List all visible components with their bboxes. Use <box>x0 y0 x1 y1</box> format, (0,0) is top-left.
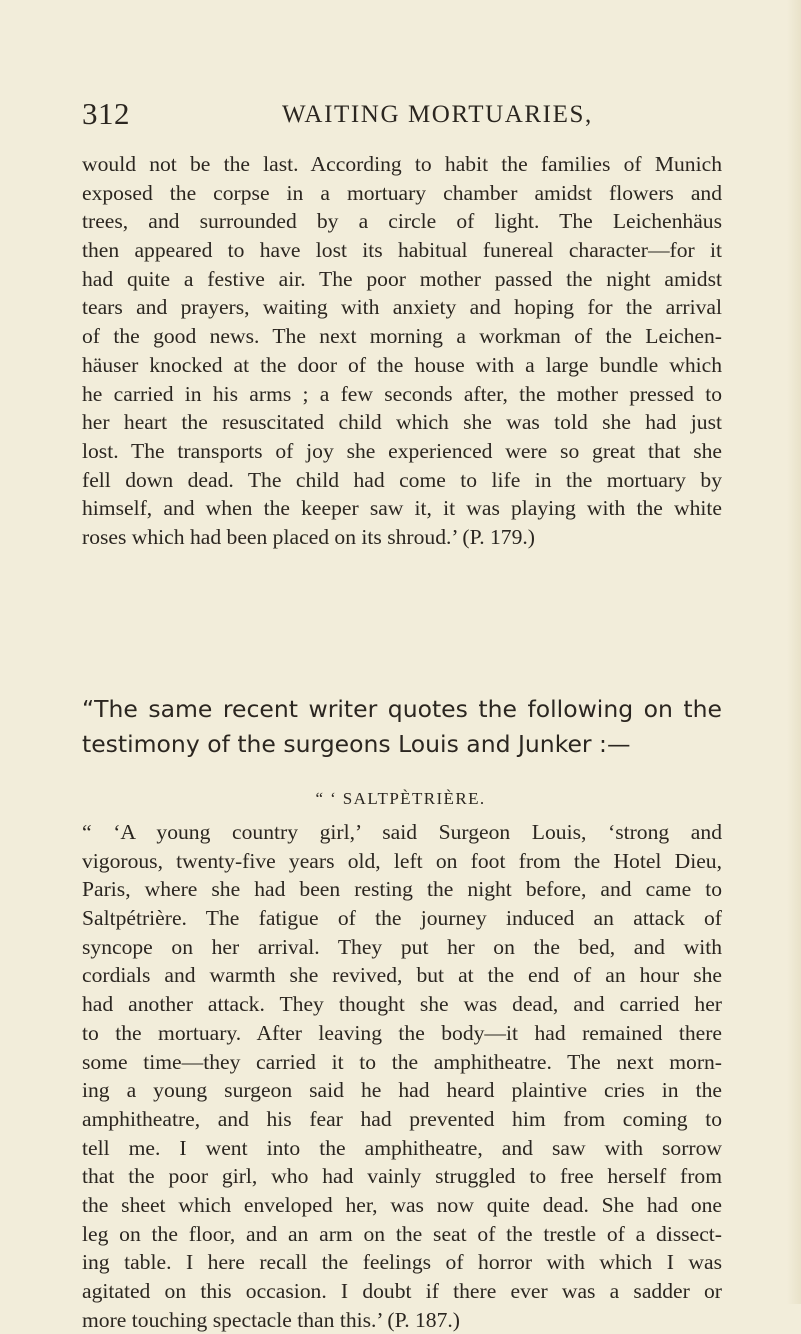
paragraph-mortuary-munich <box>82 150 722 552</box>
text-line: cordials and warmth she revived, but at the end of an hour she <box>82 963 722 988</box>
text-line: of the good news. The next morning a workman of the Leichen- <box>82 324 722 349</box>
paragraph-surgeons-intro <box>82 692 722 762</box>
text-line: fell down dead. The child had come to life in the mortuary by <box>82 467 722 492</box>
text-line: more touching spectacle than this.’ (P. 187.) <box>82 1307 460 1332</box>
running-title: WAITING MORTUARIES, <box>282 101 593 128</box>
text-line: ing table. I here recall the feelings of horror with which I was <box>82 1250 722 1275</box>
text-line: roses which had been placed on its shroud.’ (P. 179.) <box>82 524 535 549</box>
text-line: tell me. I went into the amphitheatre, and saw with sorrow <box>82 1135 722 1160</box>
text-line: himself, and when the keeper saw it, it was playing with the white <box>82 496 722 521</box>
text-line: then appeared to have lost its habitual funereal character—for it <box>82 238 722 263</box>
text-line: ing a young surgeon said he had heard plaintive cries in the <box>82 1078 722 1103</box>
text-line: exposed the corpse in a mortuary chamber amidst flowers and <box>82 180 722 205</box>
text-line: leg on the floor, and an arm on the seat of the trestle of a dissect- <box>82 1221 722 1246</box>
text-line: syncope on her arrival. They put her on the bed, and with <box>82 934 722 959</box>
text-line: some time—they carried it to the amphitheatre. The next morn- <box>82 1049 722 1074</box>
text-line: her heart the resuscitated child which she was told she had just <box>82 410 722 435</box>
page-edge-shadow <box>787 0 801 1304</box>
page-number: 312 <box>82 96 130 131</box>
text-line: that the poor girl, who had vainly struggled to free herself from <box>82 1164 722 1189</box>
text-line: agitated on this occasion. I doubt if there ever was a sadder or <box>82 1279 722 1303</box>
text-line: amphitheatre, and his fear had prevented him from coming to <box>82 1106 722 1131</box>
paragraph-saltpetriere-account <box>82 818 722 1334</box>
text-line: vigorous, twenty-five years old, left on foot from the Hotel Dieu, <box>82 848 722 873</box>
page-header <box>82 96 724 132</box>
section-heading: “ ‘ SALTPÈTRIÈRE. <box>315 789 486 808</box>
text-line: trees, and surrounded by a circle of light. The Leichenhäus <box>82 209 722 234</box>
text-line: häuser knocked at the door of the house with a large bundle which <box>82 352 722 377</box>
text-line: to the mortuary. After leaving the body—it had remained there <box>82 1020 722 1045</box>
text-line: “ ‘A young country girl,’ said Surgeon Louis, ‘strong and <box>82 820 722 844</box>
text-line: “The same recent writer quotes the following on the <box>82 695 722 723</box>
text-line: had quite a festive air. The poor mother passed the night amidst <box>82 266 722 291</box>
text-line: testimony of the surgeons Louis and Junker :— <box>82 730 631 758</box>
text-line: the sheet which enveloped her, was now quite dead. She had one <box>82 1192 722 1217</box>
text-line: lost. The transports of joy she experienced were so great that she <box>82 438 722 463</box>
text-line: he carried in his arms ; a few seconds after, the mother pressed to <box>82 381 722 406</box>
text-line: tears and prayers, waiting with anxiety and hoping for the arrival <box>82 295 722 320</box>
text-line: Saltpétrière. The fatigue of the journey induced an attack of <box>82 906 722 931</box>
text-line: Paris, where she had been resting the night before, and came to <box>82 877 722 902</box>
text-line: would not be the last. According to habit the families of Munich <box>82 152 722 176</box>
text-line: had another attack. They thought she was dead, and carried her <box>82 992 722 1017</box>
